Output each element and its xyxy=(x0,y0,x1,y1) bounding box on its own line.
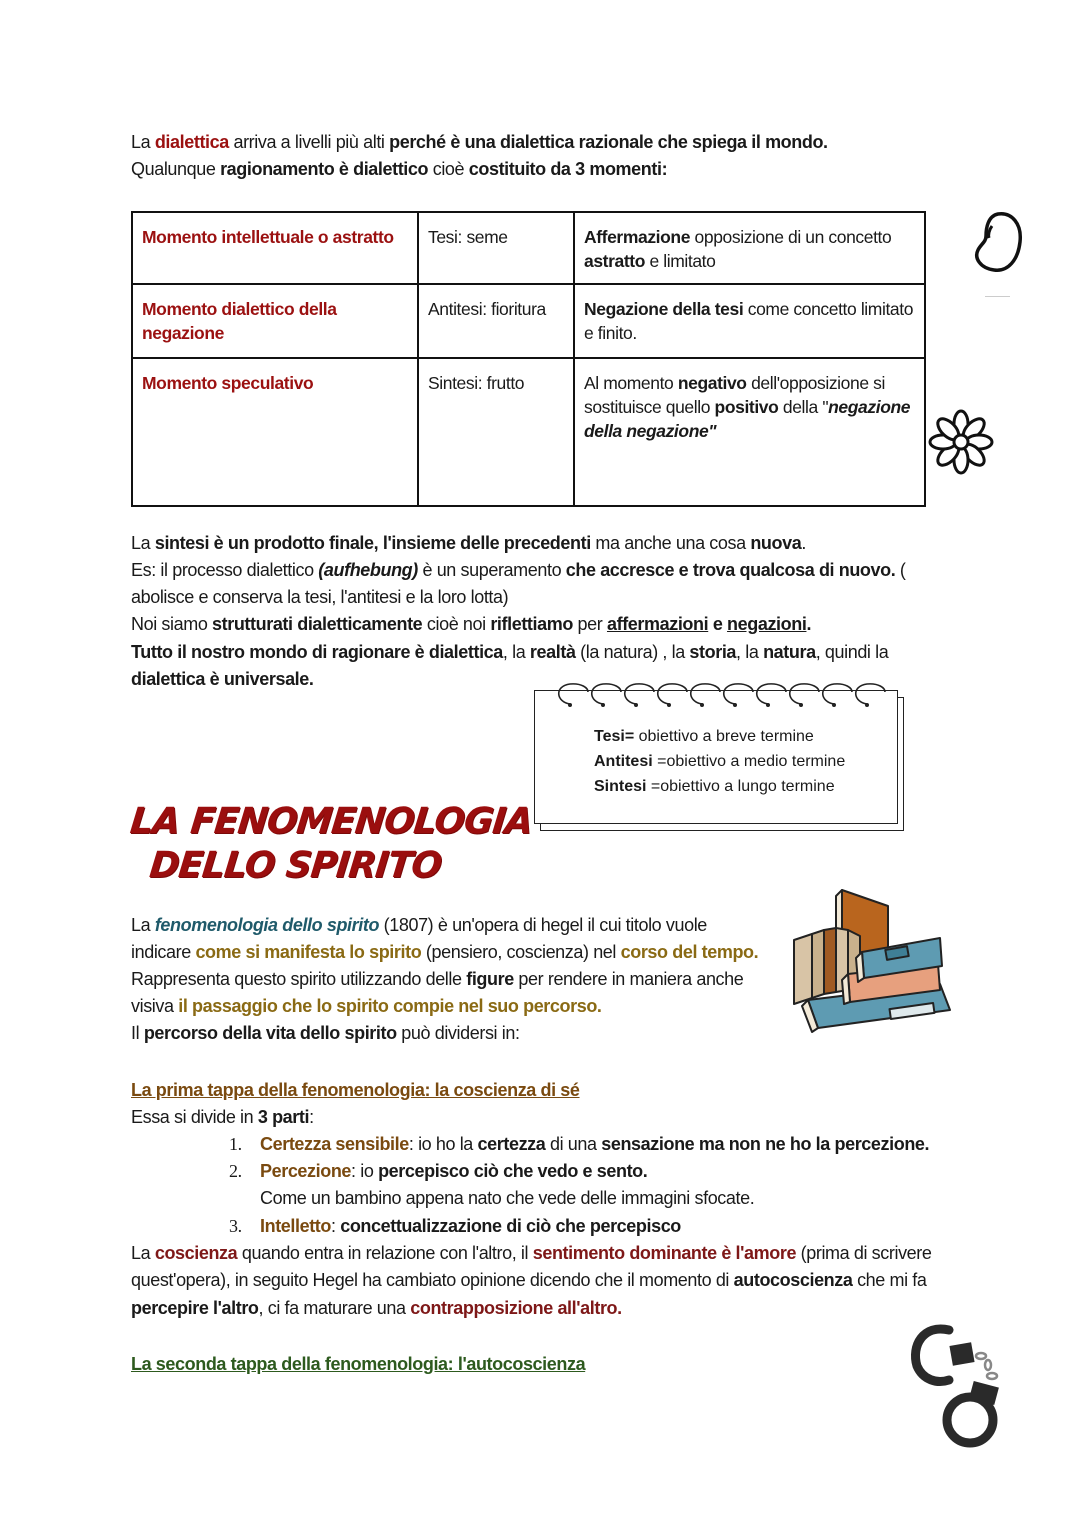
bold-text: certezza xyxy=(477,1134,546,1154)
description-cell xyxy=(574,212,925,284)
text: per rendere in maniera anche xyxy=(513,969,744,989)
bold-text: figure xyxy=(466,969,514,989)
moment-cell: Momento dialettico della negazione xyxy=(132,284,418,358)
bold-text: negativo xyxy=(677,373,747,393)
text: : xyxy=(309,1107,314,1127)
flower-icon xyxy=(925,408,997,476)
description-cell xyxy=(574,284,925,358)
synthesis-line-5 xyxy=(131,639,888,666)
highlight-text: il passaggio che lo spirito compie nel suo percorso. xyxy=(178,996,602,1016)
bold-text: natura xyxy=(763,642,816,662)
highlight-text: coscienza xyxy=(154,1243,238,1263)
text: Essa si divide in xyxy=(131,1107,258,1127)
fenomenologia-line-3 xyxy=(131,966,743,993)
note-text: =obiettivo a lungo termine xyxy=(646,778,835,795)
text: , la xyxy=(502,642,530,662)
text: (pensiero, coscienza) nel xyxy=(421,942,621,962)
note-text: obiettivo a breve termine xyxy=(634,728,814,745)
text: , la xyxy=(736,642,764,662)
divider xyxy=(985,296,1010,297)
books-icon xyxy=(790,878,960,1036)
text: può dividersi in: xyxy=(396,1023,520,1043)
bold-text: e xyxy=(708,614,728,634)
bold-text: sensazione ma non ne ho la percezione. xyxy=(601,1134,930,1154)
bold-text: sintesi è un prodotto finale, l'insieme delle precedenti xyxy=(154,533,591,553)
text: opposizione di un concetto xyxy=(690,227,892,247)
note-label: Tesi= xyxy=(594,728,635,745)
synthesis-line-3 xyxy=(131,584,508,611)
bold-text: concettualizzazione di ciò che percepisco xyxy=(340,1216,681,1236)
synthesis-line-4 xyxy=(131,611,811,638)
text: Qualunque xyxy=(131,159,221,179)
highlight-text: corso del tempo. xyxy=(620,942,759,962)
text: e limitato xyxy=(644,251,716,271)
synthesis-line-6 xyxy=(131,666,314,693)
list-item xyxy=(229,1213,681,1240)
tappa-2-heading: La seconda tappa della fenomenologia: l'autocoscienza xyxy=(131,1354,586,1374)
note-label: Sintesi xyxy=(594,778,647,795)
text: , quindi la xyxy=(815,642,889,662)
text: dell'opposizione si sostituisce quello xyxy=(584,373,885,417)
list-item xyxy=(229,1158,647,1185)
synthesis-line-2 xyxy=(131,557,906,584)
text: abolisce e conserva la tesi, l'antitesi e la loro lotta) xyxy=(131,587,509,607)
bold-italic-text: negazione della negazione" xyxy=(584,397,911,441)
list-number: 2. xyxy=(229,1161,242,1181)
intro-line-1 xyxy=(131,129,828,156)
bold-text: storia xyxy=(689,642,737,662)
text: di una xyxy=(545,1134,602,1154)
fenomenologia-line-1 xyxy=(131,912,707,939)
bold-text: autocoscienza xyxy=(733,1270,853,1290)
text: : io ho la xyxy=(408,1134,478,1154)
bold-text: percepisco ciò che vedo e sento. xyxy=(378,1161,648,1181)
notepad-spiral-icon xyxy=(548,678,888,714)
coscienza-line-1 xyxy=(131,1240,932,1267)
note-item xyxy=(594,724,845,749)
text: : io xyxy=(351,1161,379,1181)
bold-text: astratto xyxy=(584,251,645,271)
bold-text: percorso della vita dello spirito xyxy=(143,1023,397,1043)
list-number: 3. xyxy=(229,1216,242,1236)
text: (1807) è un'opera di hegel il cui titolo vuole xyxy=(379,915,707,935)
text: cioè xyxy=(428,159,469,179)
moment-cell: Momento intellettuale o astratto xyxy=(132,212,418,284)
text: Noi siamo xyxy=(131,614,213,634)
fenomenologia-line-5 xyxy=(131,1020,520,1047)
text: (la natura) , la xyxy=(575,642,690,662)
underlined-bold-text: affermazioni xyxy=(606,614,709,634)
highlight-text: sentimento dominante è l'amore xyxy=(532,1243,797,1263)
moment-cell: Momento speculativo xyxy=(132,358,418,506)
text: La xyxy=(131,1243,155,1263)
highlight-text: contrapposizione all'altro. xyxy=(410,1298,622,1318)
handcuffs-icon xyxy=(905,1318,1015,1458)
bold-text: Tutto il nostro mondo di ragionare è dialettica xyxy=(131,642,503,662)
bold-text: riflettiamo xyxy=(490,614,573,634)
text: è un superamento xyxy=(417,560,566,580)
table-row xyxy=(132,212,925,284)
keyword-dialettica: dialettica xyxy=(154,132,229,152)
bold-text: 3 parti xyxy=(257,1107,310,1127)
table-row xyxy=(132,284,925,358)
bold-text: perché è una dialettica razionale che spiega il mondo. xyxy=(389,132,828,152)
bold-text: Negazione della tesi xyxy=(584,299,744,319)
fenomenologia-line-2 xyxy=(131,939,758,966)
text: La xyxy=(131,533,155,553)
text: indicare xyxy=(131,942,196,962)
text: ( xyxy=(895,560,906,580)
underlined-bold-text: negazioni xyxy=(727,614,807,634)
bold-text: nuova xyxy=(750,533,802,553)
text: Al momento xyxy=(584,373,678,393)
text: che mi fa xyxy=(852,1270,927,1290)
note-item xyxy=(594,774,845,799)
dialectic-moments-table xyxy=(131,211,926,507)
text: ma anche una cosa xyxy=(590,533,751,553)
text: visiva xyxy=(131,996,179,1016)
list-term: Certezza sensibile xyxy=(260,1134,409,1154)
highlight-text: fenomenologia dello spirito xyxy=(154,915,380,935)
text: Rappresenta questo spirito utilizzando delle xyxy=(131,969,467,989)
note-item xyxy=(594,749,845,774)
table-row xyxy=(132,358,925,506)
bold-text: che accresce e trova qualcosa di nuovo. xyxy=(565,560,896,580)
stage-cell: Tesi: seme xyxy=(418,212,574,284)
bold-text: positivo xyxy=(714,397,779,417)
note-label: Antitesi xyxy=(594,753,653,770)
list-number: 1. xyxy=(229,1134,242,1154)
bold-text: costituito da 3 momenti: xyxy=(468,159,668,179)
stage-cell: Sintesi: frutto xyxy=(418,358,574,506)
synthesis-line-1 xyxy=(131,530,806,557)
bold-text: ragionamento è dialettico xyxy=(220,159,429,179)
intro-line-2 xyxy=(131,156,667,183)
description-cell xyxy=(574,358,925,506)
text: quando entra in relazione con l'altro, il xyxy=(237,1243,533,1263)
bean-icon xyxy=(968,208,1028,278)
coscienza-line-2 xyxy=(131,1267,927,1294)
text: La xyxy=(131,132,155,152)
section-title xyxy=(123,800,534,888)
list-term: Intelletto xyxy=(260,1216,331,1236)
title-line-1: LA FENOMENOLOGIA xyxy=(128,801,534,842)
stage-cell: Antitesi: fioritura xyxy=(418,284,574,358)
notepad-content xyxy=(594,724,845,799)
bold-italic-text: (aufhebung) xyxy=(318,560,418,580)
text: Es: il processo dialettico xyxy=(131,560,319,580)
coscienza-line-3 xyxy=(131,1295,622,1322)
list-term: Percezione xyxy=(260,1161,352,1181)
text: quest'opera), in seguito Hegel ha cambiato opinione dicendo che il momento di xyxy=(131,1270,734,1290)
text: come concetto limitato e finito. xyxy=(584,299,914,343)
bold-text: realtà xyxy=(529,642,576,662)
text: della " xyxy=(778,397,829,417)
list-item-note: Come un bambino appena nato che vede delle immagini sfocate. xyxy=(260,1188,755,1208)
text: La xyxy=(131,915,155,935)
text: , ci fa maturare una xyxy=(258,1298,411,1318)
fenomenologia-line-4 xyxy=(131,993,602,1020)
bold-text: . xyxy=(806,614,812,634)
text: : xyxy=(331,1216,341,1236)
text: Il xyxy=(131,1023,144,1043)
tappa-1-heading: La prima tappa della fenomenologia: la coscienza di sé xyxy=(131,1080,580,1100)
text: . xyxy=(801,533,806,553)
bold-text: Affermazione xyxy=(584,227,691,247)
bold-text: percepire l'altro xyxy=(131,1298,259,1318)
title-line-2: DELLO SPIRITO xyxy=(147,845,444,886)
text: arriva a livelli più alti xyxy=(228,132,390,152)
bold-text: strutturati dialetticamente xyxy=(212,614,423,634)
note-text: =obiettivo a medio termine xyxy=(652,753,846,770)
bold-text: dialettica è universale. xyxy=(131,669,314,689)
highlight-text: come si manifesta lo spirito xyxy=(195,942,422,962)
text: per xyxy=(572,614,607,634)
list-item xyxy=(229,1131,929,1158)
text: cioè noi xyxy=(422,614,491,634)
text: (prima di scrivere xyxy=(796,1243,932,1263)
tappa-1-intro xyxy=(131,1104,314,1131)
